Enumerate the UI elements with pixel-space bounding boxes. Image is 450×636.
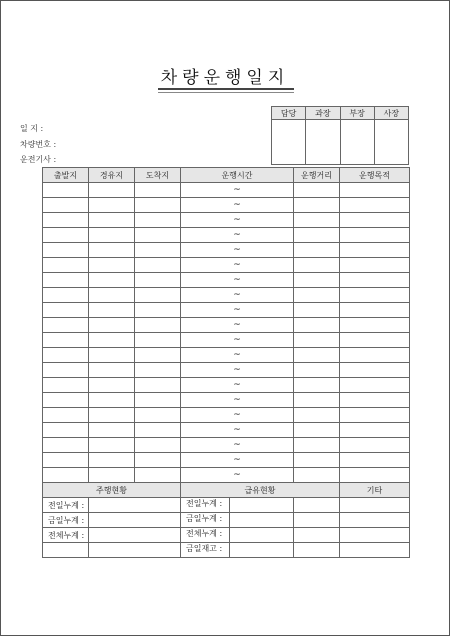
purpose-cell[interactable]: [340, 303, 410, 318]
arrival-cell[interactable]: [135, 453, 181, 468]
arrival-cell[interactable]: [135, 228, 181, 243]
signature-box[interactable]: [374, 120, 408, 165]
purpose-cell[interactable]: [340, 453, 410, 468]
waypoint-cell[interactable]: [89, 408, 135, 423]
drive-time-cell[interactable]: ~: [181, 273, 294, 288]
distance-cell[interactable]: [294, 303, 340, 318]
trip-row: [43, 288, 410, 303]
fuel-prev-total-value[interactable]: [230, 498, 293, 512]
signature-box[interactable]: [272, 120, 306, 165]
summary-header-driving: 주행현황: [43, 483, 181, 498]
arrival-cell[interactable]: [135, 438, 181, 453]
trip-row: [43, 303, 410, 318]
approval-header-staff: 담당: [272, 107, 306, 120]
waypoint-cell[interactable]: [89, 348, 135, 363]
blank-cell[interactable]: [89, 543, 181, 558]
distance-cell[interactable]: [294, 423, 340, 438]
driving-prev-total-value[interactable]: [89, 498, 181, 513]
departure-cell[interactable]: [43, 348, 89, 363]
summary-header-fuel: 급유현황: [181, 483, 340, 498]
drive-time-cell[interactable]: ~: [181, 333, 294, 348]
trip-row: [43, 183, 410, 198]
distance-cell[interactable]: [294, 333, 340, 348]
departure-cell[interactable]: [43, 438, 89, 453]
approval-table: [271, 106, 409, 165]
purpose-cell[interactable]: [340, 183, 410, 198]
header-departure: 출발지: [43, 168, 89, 183]
distance-cell[interactable]: [294, 243, 340, 258]
departure-cell[interactable]: [43, 393, 89, 408]
purpose-cell[interactable]: [340, 378, 410, 393]
departure-cell[interactable]: [43, 243, 89, 258]
departure-cell[interactable]: [43, 468, 89, 483]
departure-cell[interactable]: [43, 423, 89, 438]
header-waypoint: 경유지: [89, 168, 135, 183]
summary-row: [43, 543, 410, 558]
drive-time-cell[interactable]: ~: [181, 393, 294, 408]
distance-cell[interactable]: [294, 438, 340, 453]
arrival-cell[interactable]: [135, 198, 181, 213]
header-arrival: 도착지: [135, 168, 181, 183]
departure-cell[interactable]: [43, 453, 89, 468]
waypoint-cell[interactable]: [89, 378, 135, 393]
trip-row: [43, 213, 410, 228]
purpose-cell[interactable]: [340, 258, 410, 273]
drive-time-cell[interactable]: ~: [181, 438, 294, 453]
distance-cell[interactable]: [294, 378, 340, 393]
purpose-cell[interactable]: [340, 288, 410, 303]
drive-time-cell[interactable]: ~: [181, 213, 294, 228]
arrival-cell[interactable]: [135, 408, 181, 423]
drive-time-cell[interactable]: ~: [181, 378, 294, 393]
fuel-stock-extra[interactable]: [294, 543, 340, 558]
signature-box[interactable]: [306, 120, 340, 165]
fuel-stock-cell: [181, 543, 294, 558]
waypoint-cell[interactable]: [89, 243, 135, 258]
arrival-cell[interactable]: [135, 243, 181, 258]
fuel-today-total-label: 금일누계 :: [181, 513, 230, 527]
waypoint-cell[interactable]: [89, 228, 135, 243]
trip-row: [43, 243, 410, 258]
arrival-cell[interactable]: [135, 213, 181, 228]
fuel-overall-total-extra[interactable]: [294, 528, 340, 543]
arrival-cell[interactable]: [135, 258, 181, 273]
approval-header-president: 사장: [374, 107, 408, 120]
fuel-today-total-cell: [181, 513, 294, 528]
trip-row: [43, 393, 410, 408]
distance-cell[interactable]: [294, 198, 340, 213]
purpose-cell[interactable]: [340, 318, 410, 333]
arrival-cell[interactable]: [135, 183, 181, 198]
document-title: 차량운행일지: [160, 68, 290, 88]
other-cell[interactable]: [340, 498, 410, 513]
purpose-cell[interactable]: [340, 273, 410, 288]
distance-cell[interactable]: [294, 183, 340, 198]
arrival-cell[interactable]: [135, 423, 181, 438]
trip-row: [43, 228, 410, 243]
arrival-cell[interactable]: [135, 363, 181, 378]
driver-label: 운전기사 :: [20, 155, 57, 164]
purpose-cell[interactable]: [340, 213, 410, 228]
purpose-cell[interactable]: [340, 423, 410, 438]
waypoint-cell[interactable]: [89, 438, 135, 453]
drive-time-cell[interactable]: ~: [181, 318, 294, 333]
departure-cell[interactable]: [43, 303, 89, 318]
purpose-cell[interactable]: [340, 243, 410, 258]
title-underline: [158, 88, 294, 90]
header-distance: 운행거리: [294, 168, 340, 183]
distance-cell[interactable]: [294, 213, 340, 228]
waypoint-cell[interactable]: [89, 453, 135, 468]
fuel-prev-total-extra[interactable]: [294, 498, 340, 513]
departure-cell[interactable]: [43, 183, 89, 198]
distance-cell[interactable]: [294, 408, 340, 423]
distance-cell[interactable]: [294, 453, 340, 468]
summary-row: [43, 513, 410, 528]
fuel-today-total-extra[interactable]: [294, 513, 340, 528]
departure-cell[interactable]: [43, 273, 89, 288]
drive-time-cell[interactable]: ~: [181, 183, 294, 198]
departure-cell[interactable]: [43, 228, 89, 243]
drive-time-cell[interactable]: ~: [181, 303, 294, 318]
purpose-cell[interactable]: [340, 348, 410, 363]
trip-row: [43, 258, 410, 273]
waypoint-cell[interactable]: [89, 333, 135, 348]
driving-overall-total-value[interactable]: [89, 528, 181, 543]
waypoint-cell[interactable]: [89, 288, 135, 303]
distance-cell[interactable]: [294, 258, 340, 273]
purpose-cell[interactable]: [340, 468, 410, 483]
drive-time-cell[interactable]: ~: [181, 363, 294, 378]
distance-cell[interactable]: [294, 318, 340, 333]
drive-time-cell[interactable]: ~: [181, 288, 294, 303]
trip-row: [43, 408, 410, 423]
purpose-cell[interactable]: [340, 438, 410, 453]
departure-cell[interactable]: [43, 288, 89, 303]
fuel-overall-total-value[interactable]: [230, 528, 293, 542]
drive-time-cell[interactable]: ~: [181, 228, 294, 243]
trip-row: [43, 438, 410, 453]
trip-row: [43, 423, 410, 438]
drive-time-cell[interactable]: ~: [181, 198, 294, 213]
fuel-prev-total-cell: [181, 498, 294, 513]
summary-row: [43, 528, 410, 543]
trip-row: [43, 273, 410, 288]
departure-cell[interactable]: [43, 378, 89, 393]
waypoint-cell[interactable]: [89, 423, 135, 438]
trip-row: [43, 468, 410, 483]
driving-prev-total-label: 전일누계 :: [43, 498, 89, 513]
waypoint-cell[interactable]: [89, 468, 135, 483]
trip-row: [43, 348, 410, 363]
waypoint-cell[interactable]: [89, 273, 135, 288]
distance-cell[interactable]: [294, 393, 340, 408]
driving-today-total-value[interactable]: [89, 513, 181, 528]
blank-cell[interactable]: [43, 543, 89, 558]
distance-cell[interactable]: [294, 363, 340, 378]
purpose-cell[interactable]: [340, 393, 410, 408]
departure-cell[interactable]: [43, 318, 89, 333]
trip-row: [43, 333, 410, 348]
departure-cell[interactable]: [43, 408, 89, 423]
purpose-cell[interactable]: [340, 333, 410, 348]
purpose-cell[interactable]: [340, 363, 410, 378]
fuel-overall-total-label: 전체누계 :: [181, 528, 230, 542]
driving-overall-total-label: 전체누계 :: [43, 528, 89, 543]
other-cell[interactable]: [340, 528, 410, 543]
summary-row: [43, 498, 410, 513]
vehicle-number-label: 차량번호 :: [20, 140, 57, 149]
approval-header-director: 부장: [340, 107, 374, 120]
other-cell[interactable]: [340, 513, 410, 528]
drive-time-cell[interactable]: ~: [181, 423, 294, 438]
waypoint-cell[interactable]: [89, 183, 135, 198]
waypoint-cell[interactable]: [89, 303, 135, 318]
arrival-cell[interactable]: [135, 303, 181, 318]
arrival-cell[interactable]: [135, 348, 181, 363]
arrival-cell[interactable]: [135, 333, 181, 348]
fuel-today-total-value[interactable]: [230, 513, 293, 527]
departure-cell[interactable]: [43, 333, 89, 348]
waypoint-cell[interactable]: [89, 258, 135, 273]
trip-row: [43, 453, 410, 468]
arrival-cell[interactable]: [135, 318, 181, 333]
fuel-prev-total-label: 전일누계 :: [181, 498, 230, 512]
trip-row: [43, 198, 410, 213]
trip-row: [43, 378, 410, 393]
header-drive-time: 운행시간: [181, 168, 294, 183]
waypoint-cell[interactable]: [89, 318, 135, 333]
waypoint-cell[interactable]: [89, 198, 135, 213]
drive-time-cell[interactable]: ~: [181, 243, 294, 258]
departure-cell[interactable]: [43, 198, 89, 213]
departure-cell[interactable]: [43, 258, 89, 273]
departure-cell[interactable]: [43, 213, 89, 228]
fuel-overall-total-cell: [181, 528, 294, 543]
trip-row: [43, 363, 410, 378]
arrival-cell[interactable]: [135, 468, 181, 483]
purpose-cell[interactable]: [340, 228, 410, 243]
distance-cell[interactable]: [294, 228, 340, 243]
waypoint-cell[interactable]: [89, 213, 135, 228]
fuel-stock-label: 금일재고 :: [181, 543, 230, 557]
signature-box[interactable]: [340, 120, 374, 165]
arrival-cell[interactable]: [135, 273, 181, 288]
header-purpose: 운행목적: [340, 168, 410, 183]
drive-time-cell[interactable]: ~: [181, 468, 294, 483]
driving-today-total-label: 금일누계 :: [43, 513, 89, 528]
trip-log-table: [42, 167, 410, 558]
distance-cell[interactable]: [294, 348, 340, 363]
title-underline-thin: [158, 92, 294, 93]
arrival-cell[interactable]: [135, 288, 181, 303]
purpose-cell[interactable]: [340, 408, 410, 423]
drive-time-cell[interactable]: ~: [181, 408, 294, 423]
distance-cell[interactable]: [294, 288, 340, 303]
trip-row: [43, 318, 410, 333]
arrival-cell[interactable]: [135, 378, 181, 393]
waypoint-cell[interactable]: [89, 393, 135, 408]
waypoint-cell[interactable]: [89, 363, 135, 378]
fuel-stock-value[interactable]: [230, 543, 293, 557]
drive-time-cell[interactable]: ~: [181, 453, 294, 468]
purpose-cell[interactable]: [340, 198, 410, 213]
other-cell[interactable]: [340, 543, 410, 558]
distance-cell[interactable]: [294, 273, 340, 288]
date-label: 일 지 :: [20, 124, 44, 133]
distance-cell[interactable]: [294, 468, 340, 483]
summary-header-other: 기타: [340, 483, 410, 498]
approval-header-manager: 과장: [306, 107, 340, 120]
arrival-cell[interactable]: [135, 393, 181, 408]
departure-cell[interactable]: [43, 363, 89, 378]
drive-time-cell[interactable]: ~: [181, 348, 294, 363]
drive-time-cell[interactable]: ~: [181, 258, 294, 273]
